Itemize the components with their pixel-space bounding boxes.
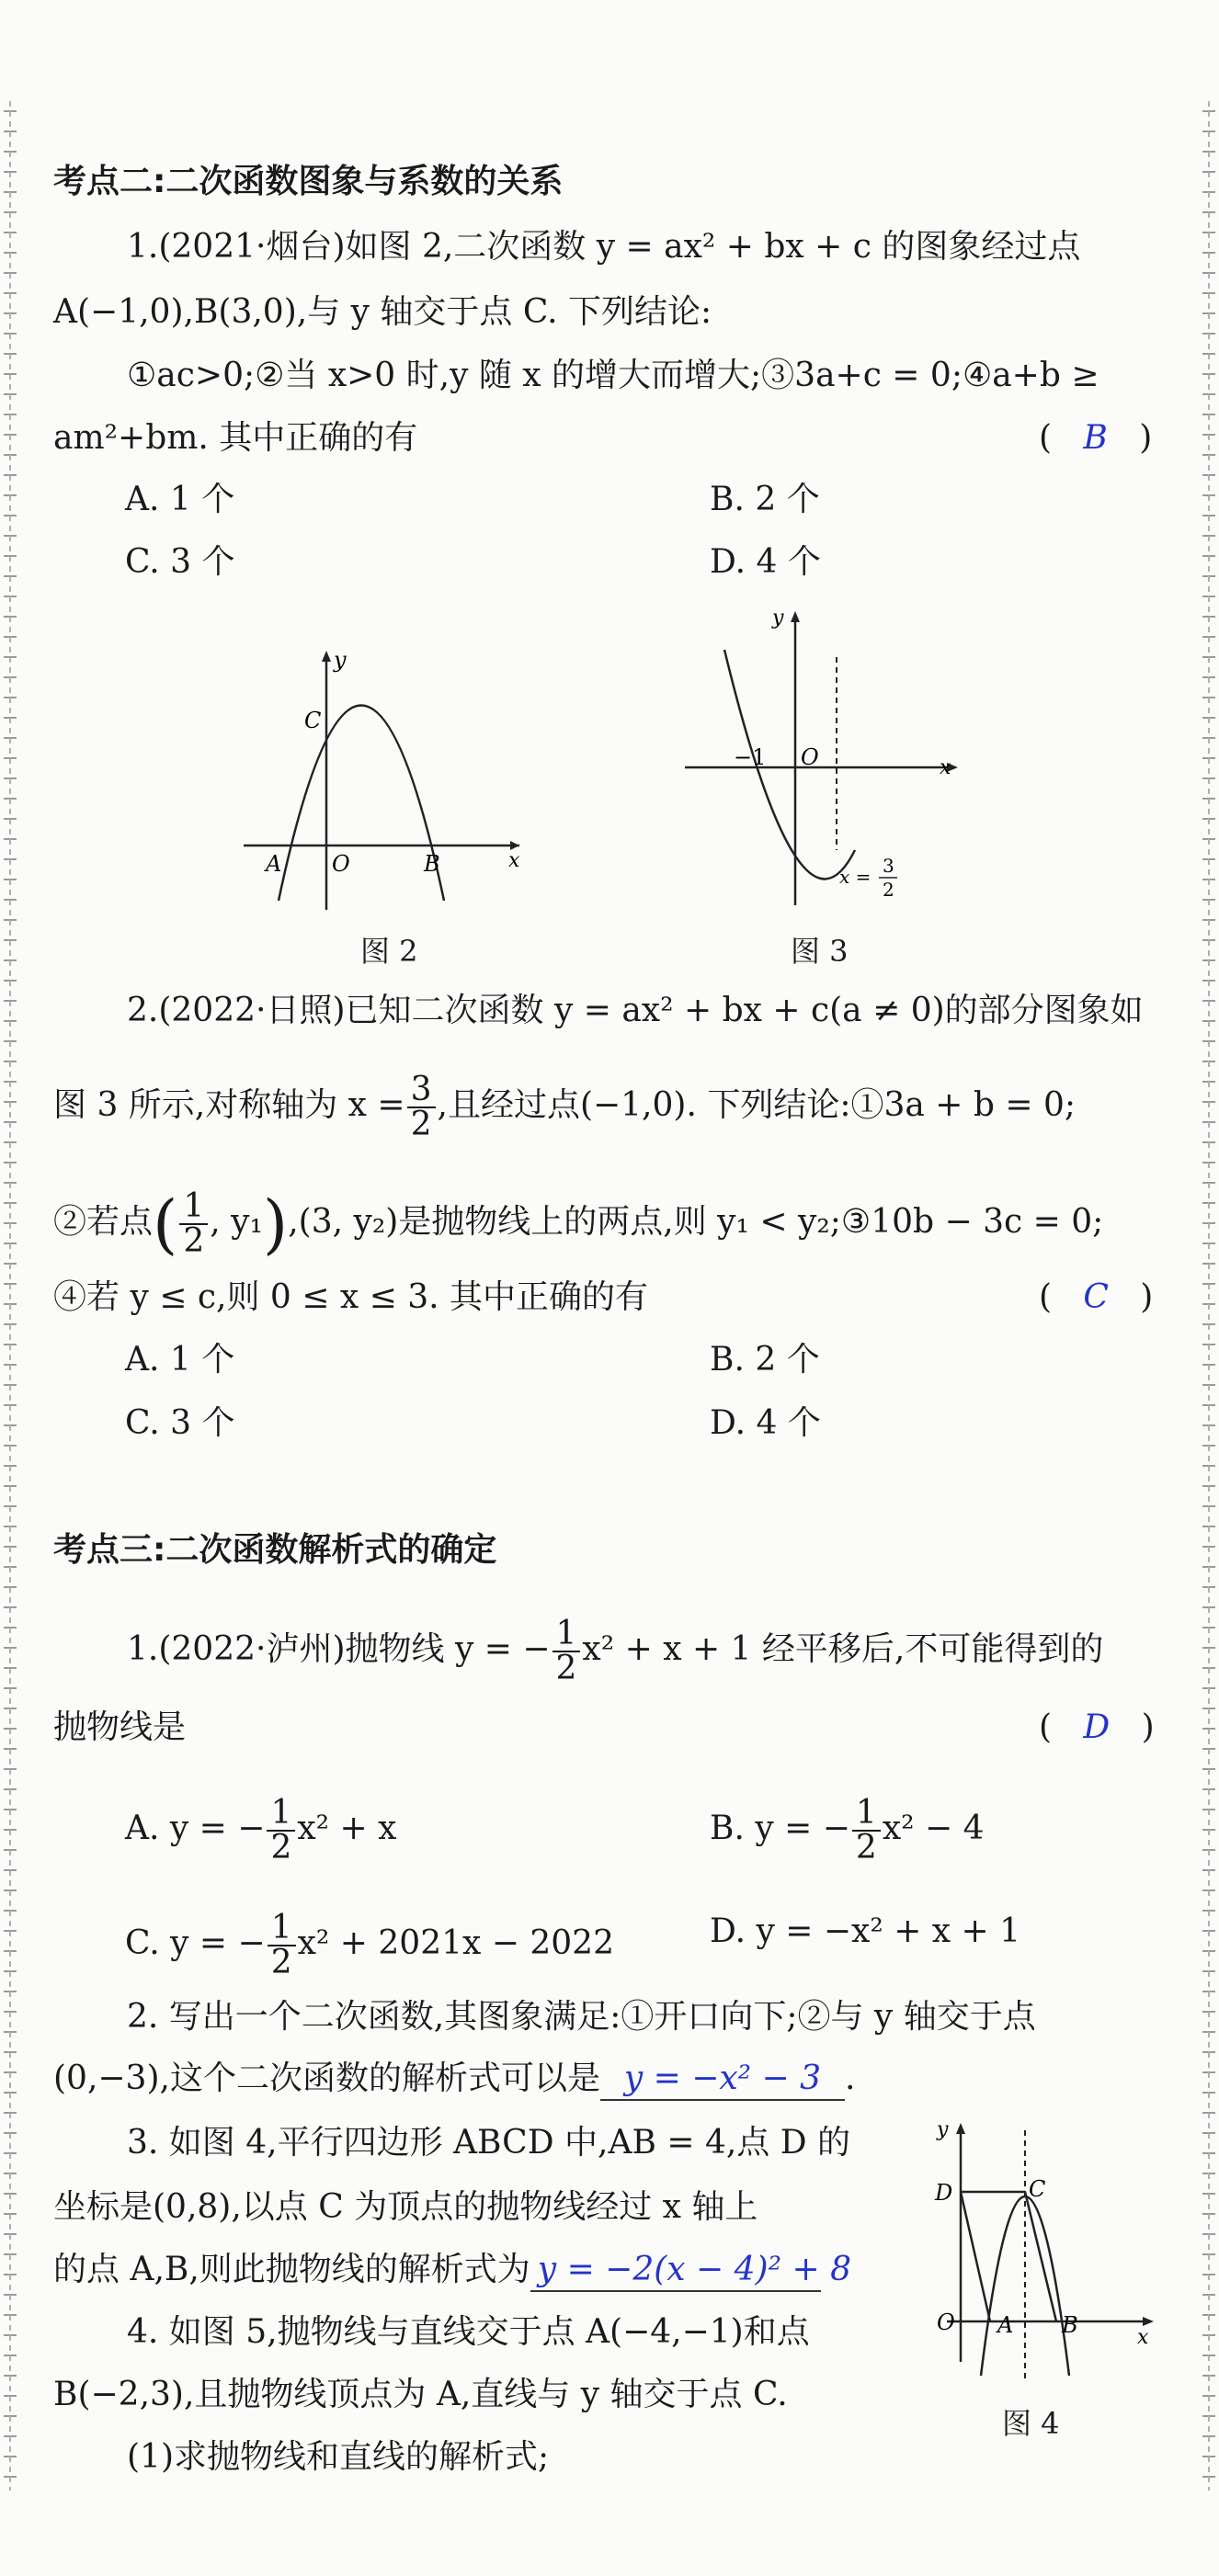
fig4-label-y: y bbox=[937, 2118, 949, 2141]
q2-2-point-fraction: $\frac{1}{2}$ bbox=[179, 1190, 208, 1258]
figure-3 bbox=[671, 602, 974, 914]
q2-1-line1: 1.(2021·烟台)如图 2,二次函数 y = ax² + bx + c 的图象经过点 bbox=[127, 228, 1081, 266]
q3-4-sub1: (1)求抛物线和直线的解析式; bbox=[127, 2438, 550, 2476]
q3-1-answer-bracket: ( D ) bbox=[1039, 1708, 1155, 1746]
fig2-label-c: C bbox=[304, 708, 322, 733]
q2-1-answer-bracket: ( B ) bbox=[1039, 419, 1153, 457]
q3-2-line1: 2. 写出一个二次函数,其图象满足:①开口向下;②与 y 轴交于点 bbox=[127, 1998, 1036, 2036]
q3-1-option-d: D. y = −x² + x + 1 bbox=[710, 1912, 1021, 1950]
fig3-label-xeq: x = bbox=[839, 866, 872, 888]
figure-2 bbox=[234, 643, 538, 919]
fig4-label-x: x bbox=[1137, 2326, 1149, 2349]
q3-1-option-c: C. y = − $\frac{1}{2}$ x² + 2021x − 2022 bbox=[125, 1909, 614, 1981]
fig2-label-a: A bbox=[266, 851, 282, 877]
right-decorative-border bbox=[1202, 101, 1215, 2491]
q2-2-line2: 图 3 所示,对称轴为 x = $\frac{3}{2}$ ,且经过点(−1,0). 下列结论:①3a + b = 0; bbox=[53, 1071, 1077, 1143]
q3-1-option-a: A. y = − $\frac{1}{2}$ x² + x bbox=[125, 1794, 397, 1867]
fig3-y-arrow bbox=[791, 611, 800, 622]
section-title-kaodian2: 考点二:二次函数图象与系数的关系 bbox=[53, 163, 564, 200]
q3-1-answer: D bbox=[1083, 1708, 1111, 1746]
fig4-side-da bbox=[961, 2192, 990, 2321]
fig2-parabola bbox=[279, 706, 444, 902]
q2-1-option-c: C. 3 个 bbox=[125, 543, 235, 581]
q3-3-line2: 坐标是(0,8),以点 C 为顶点的抛物线经过 x 轴上 bbox=[53, 2188, 758, 2226]
fig4-label-b: B bbox=[1062, 2312, 1078, 2338]
figure-4-caption: 图 4 bbox=[1002, 2406, 1060, 2441]
q3-3-line1: 3. 如图 4,平行四边形 ABCD 中,AB = 4,点 D 的 bbox=[127, 2124, 851, 2162]
figure-3-caption: 图 3 bbox=[791, 934, 849, 969]
fig4-y-arrow bbox=[956, 2123, 965, 2134]
fig4-x-arrow bbox=[1143, 2317, 1154, 2326]
q3-1-option-b: B. y = − $\frac{1}{2}$ x² − 4 bbox=[710, 1794, 985, 1867]
section-title-kaodian3: 考点三:二次函数解析式的确定 bbox=[53, 1531, 497, 1569]
q3-2-answer: y = −x² − 3 bbox=[600, 2059, 845, 2101]
q2-2-answer-bracket: ( C ) bbox=[1039, 1278, 1154, 1316]
left-decorative-border bbox=[4, 101, 17, 2491]
fig4-label-c: C bbox=[1029, 2176, 1046, 2202]
q2-2-option-a: A. 1 个 bbox=[125, 1341, 235, 1379]
fig2-y-arrow bbox=[322, 651, 331, 662]
q3-2-line2: (0,−3),这个二次函数的解析式可以是 y = −x² − 3 . bbox=[53, 2059, 855, 2101]
fig3-label-x: x bbox=[940, 756, 951, 779]
q2-2-line3: ②若点( $\frac{1}{2}$ , y₁),(3, y₂)是抛物线上的两点,则 y₁ < y₂;③10b − 3c = 0; bbox=[53, 1186, 1104, 1262]
q2-1-line3: ①ac>0;②当 x>0 时,y 随 x 的增大而增大;③3a+c = 0;④a+b ≥ bbox=[127, 357, 1099, 394]
fig3-label-num: 3 bbox=[883, 855, 894, 877]
q2-2-fraction: $\frac{3}{2}$ bbox=[407, 1073, 436, 1141]
q3-4-line2: B(−2,3),且抛物线顶点为 A,直线与 y 轴交于点 C. bbox=[53, 2376, 788, 2413]
fig2-label-y: y bbox=[334, 647, 347, 673]
fig3-label-den: 2 bbox=[883, 879, 894, 901]
q2-2-line1: 2.(2022·日照)已知二次函数 y = ax² + bx + c(a ≠ 0)的部分图象如 bbox=[127, 992, 1144, 1029]
q3-3-line3: 的点 A,B,则此抛物线的解析式为 y = −2(x − 4)² + 8 bbox=[53, 2250, 821, 2292]
q2-1-option-a: A. 1 个 bbox=[125, 481, 235, 518]
q3-3-answer: y = −2(x − 4)² + 8 bbox=[530, 2250, 821, 2292]
fig4-label-a: A bbox=[997, 2312, 1014, 2338]
q3-1-line2: 抛物线是 bbox=[53, 1708, 187, 1746]
figure-4 bbox=[924, 2114, 1158, 2389]
q2-2-answer: C bbox=[1083, 1278, 1109, 1316]
q2-2-line4: ④若 y ≤ c,则 0 ≤ x ≤ 3. 其中正确的有 bbox=[53, 1278, 648, 1316]
q2-2-option-d: D. 4 个 bbox=[710, 1404, 821, 1442]
fig4-label-d: D bbox=[935, 2180, 953, 2206]
fig3-label-minus1: −1 bbox=[734, 744, 767, 770]
q2-1-option-b: B. 2 个 bbox=[710, 481, 820, 518]
fig2-label-x: x bbox=[508, 849, 520, 872]
fig3-label-y: y bbox=[772, 607, 784, 630]
fig4-label-o: O bbox=[937, 2309, 955, 2335]
fig3-label-o: O bbox=[801, 744, 819, 770]
q2-1-option-d: D. 4 个 bbox=[710, 543, 821, 581]
q3-4-line1: 4. 如图 5,抛物线与直线交于点 A(−4,−1)和点 bbox=[127, 2313, 810, 2351]
fig2-label-o: O bbox=[332, 851, 350, 877]
q3-1-line1: 1.(2022·泸州)抛物线 y = − $\frac{1}{2}$ x² + x + 1 经平移后,不可能得到的 bbox=[127, 1615, 1104, 1687]
q2-1-line4: am²+bm. 其中正确的有 bbox=[53, 419, 418, 457]
figure-2-caption: 图 2 bbox=[360, 934, 418, 969]
q2-1-line2: A(−1,0),B(3,0),与 y 轴交于点 C. 下列结论: bbox=[53, 293, 712, 331]
q2-2-option-c: C. 3 个 bbox=[125, 1404, 235, 1442]
fig2-label-b: B bbox=[424, 851, 440, 877]
q2-2-option-b: B. 2 个 bbox=[710, 1341, 820, 1379]
q2-1-answer: B bbox=[1083, 419, 1108, 457]
